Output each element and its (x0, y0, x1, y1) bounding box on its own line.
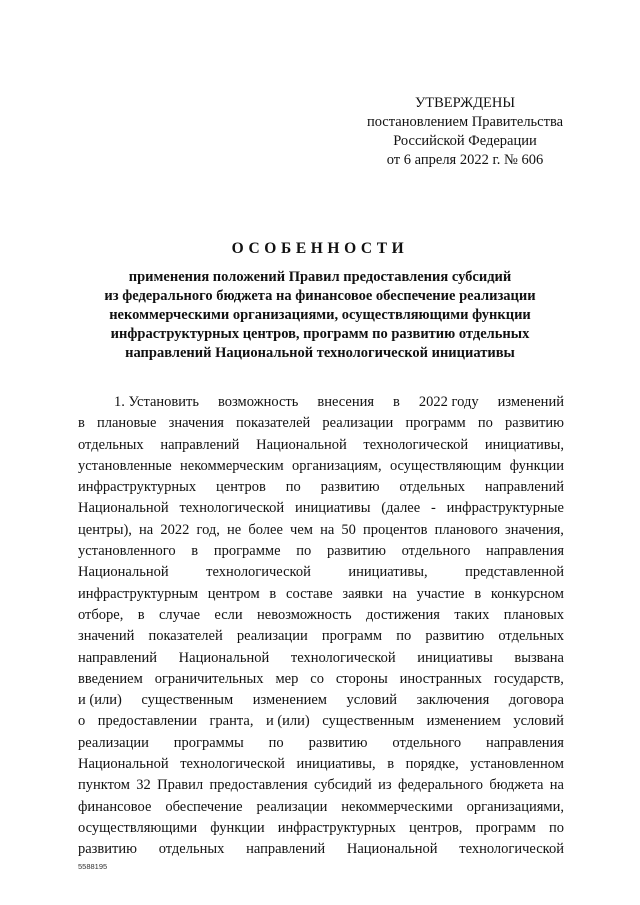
paragraph-line (78, 605, 564, 626)
document-title: ОСОБЕННОСТИ (231, 240, 409, 257)
word: значения, (505, 521, 564, 538)
word: изменений (497, 394, 564, 410)
word: Национальной (78, 564, 169, 581)
word: бюджета (489, 777, 544, 794)
word: внесения (317, 394, 375, 410)
word: отдельного (392, 734, 462, 751)
word: 1. Установить (114, 394, 199, 410)
paragraph-line (78, 818, 564, 839)
word: участие (416, 585, 465, 602)
word: невозможность (257, 606, 352, 623)
word: конкурсном (490, 585, 564, 602)
word: отдельных (158, 841, 225, 858)
word: 50 (341, 521, 356, 538)
word: стороны (335, 670, 388, 687)
word: финансовое (78, 798, 152, 815)
word: реализации (322, 415, 394, 432)
paragraph-line (78, 477, 564, 498)
approval-heading: УТВЕРЖДЕНЫ (414, 95, 516, 111)
word: отдельных (399, 479, 466, 496)
word: в (78, 415, 85, 432)
word: достижения (365, 606, 440, 623)
word: направлений (246, 841, 326, 858)
word: установленном (470, 756, 564, 773)
word: развитию (504, 415, 564, 432)
approval-block (355, 94, 575, 170)
word: инициативы, (296, 756, 376, 773)
word: введением (78, 670, 143, 687)
word: инициативы (294, 500, 371, 517)
word: осуществляющими (78, 819, 198, 836)
paragraph-line (78, 733, 564, 754)
word: в (393, 394, 400, 410)
word: в (387, 756, 395, 773)
word: осуществляющим (389, 457, 502, 474)
document-code: 5588195 (78, 862, 108, 871)
subtitle-line: из федерального бюджета на финансовое обеспечение реализации (104, 288, 536, 304)
word: на (392, 585, 407, 602)
word: развитию (308, 734, 368, 751)
word: (далее (381, 500, 421, 517)
paragraph-line (78, 413, 564, 434)
word: вызвана (514, 649, 564, 666)
document-subtitle (60, 268, 580, 363)
word: Национальной (178, 649, 270, 666)
word: Национальной (346, 841, 438, 858)
word: процентов (363, 521, 428, 538)
word: инициативы, (348, 564, 428, 581)
approval-line-3: от 6 апреля 2022 г. № 606 (386, 152, 544, 168)
word: пунктом (78, 777, 130, 794)
word: на (549, 777, 564, 794)
word: не (227, 521, 242, 538)
word: отборе, (78, 606, 124, 623)
word: чем (290, 521, 313, 538)
word: таких (454, 606, 490, 623)
word: показателей (236, 415, 311, 432)
word: функции (509, 457, 564, 474)
word: Правил (157, 777, 204, 794)
paragraph-line (78, 711, 564, 732)
word: направления (486, 734, 564, 751)
word: организациями, (466, 798, 564, 815)
word: инициативы (417, 649, 493, 666)
word: на (139, 521, 154, 538)
paragraph-line (78, 669, 564, 690)
word: программы (173, 734, 244, 751)
word: и (или) (78, 692, 122, 709)
word: инфраструктурных (277, 819, 396, 836)
paragraph-line (78, 456, 564, 477)
word: программ (405, 415, 466, 432)
word: государств, (493, 670, 564, 687)
word: плановые (97, 415, 157, 432)
word: функции (210, 819, 265, 836)
approval-line-1: постановлением Правительства (366, 114, 564, 130)
word: существенным (322, 713, 415, 730)
word: изменением (252, 692, 327, 709)
word: плановых (503, 606, 564, 623)
word: реализации (78, 734, 149, 751)
word: отдельных (78, 436, 144, 453)
word: со (310, 670, 324, 687)
word: направлений (484, 479, 564, 496)
word: отдельного (401, 543, 471, 560)
word: условий (513, 713, 564, 730)
paragraph-line (78, 541, 564, 562)
word: инфраструктурные (446, 500, 564, 517)
word: в (191, 543, 199, 560)
subtitle-line: инфраструктурных центров, программ по развитию отдельных (110, 326, 530, 342)
word: технологической (290, 649, 396, 666)
word: - (431, 500, 436, 517)
word: программе (213, 543, 281, 560)
word: федерального (398, 777, 483, 794)
paragraph-line (78, 520, 564, 541)
word: технологической (179, 500, 285, 517)
paragraph-line (78, 584, 564, 605)
word: Национальной (256, 436, 347, 453)
word: в (137, 606, 145, 623)
word: показателей (148, 628, 223, 645)
word: о (78, 713, 86, 730)
word: некоммерческим (180, 457, 284, 474)
word: развитию (326, 543, 386, 560)
word: по (285, 479, 301, 496)
approval-line-2: Российской Федерации (393, 133, 537, 149)
subtitle-line: применения положений Правил предоставления субсидий (128, 269, 512, 285)
word: по (296, 543, 312, 560)
word: изменением (426, 713, 501, 730)
paragraph-1 (78, 392, 564, 861)
paragraph-line (78, 626, 564, 647)
word: центров (216, 479, 266, 496)
word: возможность (218, 394, 299, 410)
word: технологической (459, 841, 564, 858)
word: развитию (320, 479, 380, 496)
word: установленного (78, 543, 176, 560)
word: случае (158, 606, 201, 623)
word: планового (434, 521, 498, 538)
word: по (268, 734, 284, 751)
word: установленные (78, 457, 172, 474)
paragraph-line (78, 562, 564, 583)
word: программ (321, 628, 383, 645)
word: мер (275, 670, 299, 687)
word: и (или) (265, 713, 310, 730)
word: 32 (136, 777, 151, 794)
word: направлений (160, 436, 240, 453)
word: направлений (78, 649, 158, 666)
paragraph-line (78, 648, 564, 669)
word: гранта, (209, 713, 254, 730)
word: заявки (342, 585, 383, 602)
word: отдельных (498, 628, 564, 645)
word: из (378, 777, 392, 794)
word: направления (486, 543, 564, 560)
word: в (474, 585, 482, 602)
word: 2022 году (418, 394, 479, 410)
word: некоммерческими (341, 798, 453, 815)
word: программ (475, 819, 536, 836)
word: существенным (141, 692, 234, 709)
word: технологической (206, 564, 311, 581)
word: инфраструктурным (78, 585, 199, 602)
word: предоставления (209, 777, 308, 794)
paragraph-line (78, 435, 564, 456)
word: обеспечение (165, 798, 243, 815)
word: технологической (180, 756, 285, 773)
word: реализации (236, 628, 308, 645)
word: центров, (408, 819, 463, 836)
word: более (248, 521, 283, 538)
paragraph-line (78, 839, 564, 860)
subtitle-line: некоммерческими организациями, осуществляющими функции (109, 307, 531, 323)
word: представленной (465, 564, 564, 581)
word: 2022 (160, 521, 190, 538)
word: центром (207, 585, 260, 602)
word: договора (508, 692, 564, 709)
word: по (548, 819, 564, 836)
paragraph-line (78, 797, 564, 818)
word: центры), (78, 521, 132, 538)
word: значений (78, 628, 135, 645)
word: инициативы, (484, 436, 564, 453)
word: по (396, 628, 412, 645)
word: порядке, (405, 756, 459, 773)
word: по (477, 415, 493, 432)
paragraph-line (78, 498, 564, 519)
word: реализации (256, 798, 328, 815)
word: технологической (363, 436, 469, 453)
word: значения (168, 415, 224, 432)
paragraph-line (78, 690, 564, 711)
word: заключения (416, 692, 490, 709)
word: инфраструктурных (78, 479, 197, 496)
paragraph-line (78, 754, 564, 775)
word: условий (346, 692, 398, 709)
paragraph-line (78, 775, 564, 796)
word: в (269, 585, 277, 602)
word: составе (286, 585, 333, 602)
word: развитию (425, 628, 485, 645)
word: субсидий (314, 777, 372, 794)
word: предоставлении (97, 713, 197, 730)
word: Национальной (78, 756, 169, 773)
word: на (320, 521, 335, 538)
word: иностранных (399, 670, 482, 687)
paragraph-line (78, 392, 564, 413)
word: ограничительных (154, 670, 264, 687)
word: развитию (78, 841, 137, 858)
subtitle-line: направлений Национальной технологической инициативы (125, 345, 515, 361)
word: Национальной (78, 500, 169, 517)
word: если (214, 606, 243, 623)
word: организациям, (292, 457, 382, 474)
word: год, (196, 521, 220, 538)
